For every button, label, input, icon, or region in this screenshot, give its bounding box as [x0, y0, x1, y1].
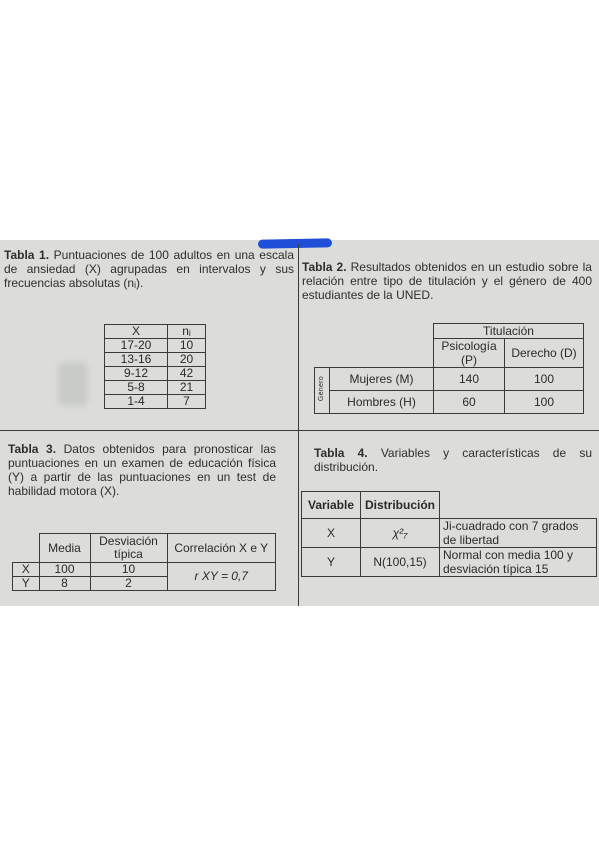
freq-cell: 10 — [168, 339, 206, 353]
table-row — [105, 367, 206, 381]
table-row — [105, 381, 206, 395]
table2-caption — [302, 260, 592, 302]
table-row — [315, 391, 584, 414]
table3-caption — [8, 442, 276, 498]
table-row — [315, 368, 584, 391]
value-cell: 140 — [434, 368, 505, 391]
genero-label: Género — [318, 376, 325, 402]
col-header-correlacion: Correlación X e Y — [167, 534, 276, 563]
table1 — [104, 324, 206, 409]
table-row — [105, 353, 206, 367]
table1-caption — [4, 248, 294, 290]
row-label: Hombres (H) — [330, 391, 434, 414]
table4-caption — [314, 446, 592, 474]
table4-title: Tabla 4. — [314, 446, 368, 460]
col-header-variable: Variable — [302, 492, 361, 519]
value-cell: 2 — [90, 577, 167, 591]
distribution-cell: χ²₇ — [361, 519, 440, 548]
freq-cell: 7 — [168, 395, 206, 409]
col-header-media: Media — [39, 534, 90, 563]
value-cell: 10 — [90, 563, 167, 577]
col-header-distribucion: Distribución — [361, 492, 440, 519]
empty-cell — [440, 492, 597, 519]
col-header-desviacion: Desviación típica — [90, 534, 167, 563]
interval-cell: 1-4 — [105, 395, 168, 409]
table-row — [105, 395, 206, 409]
table1-text: Puntuaciones de 100 adultos en una escala de ansiedad (X) agrupadas en intervalos y sus frecuencias absolutas (nᵢ). — [4, 248, 294, 290]
description-cell: Normal con media 100 y desviación típica 15 — [440, 548, 597, 577]
table1-title: Tabla 1. — [4, 248, 50, 262]
table3-text: Datos obtenidos para pronosticar las puntuaciones en un examen de educación física (Y) a partir de las puntuaciones en un test de habilidad motora (X). — [8, 442, 276, 498]
table3-title: Tabla 3. — [8, 442, 57, 456]
col-header-psicologia: Psicología (P) — [434, 339, 505, 368]
table2 — [314, 323, 584, 414]
table-header-row — [13, 534, 276, 563]
distribution-cell: N(100,15) — [361, 548, 440, 577]
col-header-derecho: Derecho (D) — [505, 339, 584, 368]
interval-cell: 9-12 — [105, 367, 168, 381]
freq-cell: 21 — [168, 381, 206, 395]
photo-smudge — [58, 362, 88, 406]
value-cell: 100 — [505, 391, 584, 414]
table3 — [12, 533, 276, 591]
table-row — [13, 563, 276, 577]
value-cell: 100 — [39, 563, 90, 577]
table2-title: Tabla 2. — [302, 260, 347, 274]
table-header-row — [105, 325, 206, 339]
freq-cell: 42 — [168, 367, 206, 381]
col-header-n: nᵢ — [168, 325, 206, 339]
row-group-genero — [315, 368, 330, 414]
value-cell: 60 — [434, 391, 505, 414]
table4 — [301, 491, 597, 577]
variable-cell: X — [302, 519, 361, 548]
table-header-row — [315, 324, 584, 339]
empty-cell — [315, 324, 434, 339]
table4-text: Variables y características de su distribución. — [314, 446, 592, 474]
interval-cell: 5-8 — [105, 381, 168, 395]
table2-text: Resultados obtenidos en un estudio sobre la relación entre tipo de titulación y el género de 400 estudiantes de la UNED. — [302, 260, 592, 302]
table-row — [105, 339, 206, 353]
group-header-titulacion: Titulación — [434, 324, 584, 339]
interval-cell: 13-16 — [105, 353, 168, 367]
description-cell: Ji-cuadrado con 7 grados de libertad — [440, 519, 597, 548]
col-header-x: X — [105, 325, 168, 339]
table-row — [302, 519, 597, 548]
empty-cell — [13, 534, 40, 563]
table-row — [302, 548, 597, 577]
correlation-cell: r XY = 0,7 — [167, 563, 276, 591]
table-header-row — [302, 492, 597, 519]
empty-cell — [315, 339, 434, 368]
middle-divider — [0, 430, 599, 431]
row-label: Mujeres (M) — [330, 368, 434, 391]
freq-cell: 20 — [168, 353, 206, 367]
value-cell: 100 — [505, 368, 584, 391]
row-label: Y — [13, 577, 40, 591]
row-label: X — [13, 563, 40, 577]
value-cell: 8 — [39, 577, 90, 591]
center-divider — [298, 244, 299, 606]
table-header-row — [315, 339, 584, 368]
variable-cell: Y — [302, 548, 361, 577]
interval-cell: 17-20 — [105, 339, 168, 353]
